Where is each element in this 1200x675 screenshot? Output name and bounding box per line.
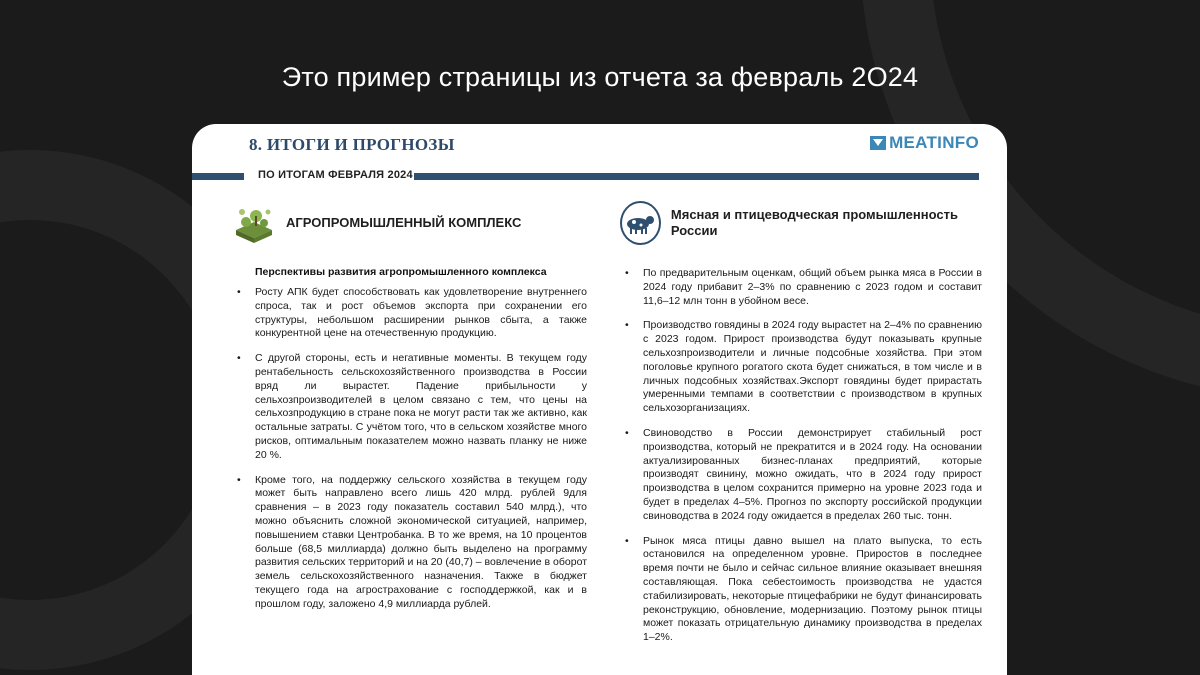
list-item xyxy=(620,267,982,308)
list-item xyxy=(232,286,587,341)
meat-title: Мясная и птицеводческая промышленность России xyxy=(670,207,958,238)
list-item xyxy=(620,319,982,416)
bullet-marker: • xyxy=(625,534,629,547)
list-item-text: По предварительным оценкам, общий объем рынка мяса в России в 2024 году прибавит 2–3% по сравнению с 2023 годом и составит 11,6–12 млн тонн в убойном весе. xyxy=(643,267,982,307)
period-bar xyxy=(192,169,1007,183)
livestock-icon xyxy=(620,201,661,245)
report-page xyxy=(192,124,1007,675)
agro-bullet-list xyxy=(232,286,587,612)
list-item xyxy=(232,352,587,462)
bullet-marker: • xyxy=(237,286,241,298)
list-item-text: Кроме того, на поддержку сельского хозяйства в текущем году может быть направлено всего лишь 420 млрд. рублей 9для сравнения – в 2023 году показатель составил 540 млрд.), что можно объяснить сложной экономической ситуацией, например, повышением ставки Центробанка. В то же время, на 10 процентов больше (68,5 миллиарда) должно быть выделено на программу развития сельских территорий и на 20 (40,7) – вовлечение в оборот земель сельскохозяйственного назначения. Также в бюджет текущего года на агрострахование с господдержкой, как и в прошлом году, заложено 4,9 миллиарда рублей. xyxy=(255,473,587,610)
section-title: 8. ИТОГИ И ПРОГНОЗЫ xyxy=(249,135,455,154)
bullet-marker: • xyxy=(237,473,241,486)
headline: Это пример страницы из отчета за февраль 2О24 xyxy=(281,62,919,92)
divider-left xyxy=(192,173,244,180)
meat-column xyxy=(620,200,982,656)
meat-header xyxy=(620,200,982,246)
list-item xyxy=(232,474,587,612)
list-item xyxy=(620,427,982,524)
period-label: ПО ИТОГАМ ФЕВРАЛЯ 2024 xyxy=(258,169,413,181)
brand-name: MEATINFO xyxy=(889,133,979,152)
bullet-marker: • xyxy=(625,426,629,439)
list-item-text: Рынок мяса птицы давно вышел на плато выпуска, то есть остановился на определенном уровне. Приростов в последнее время почти не было и сейчас сильное влияние оказывает внешняя составляющая. Пока себестоимость производства не удастся стабилизировать, некоторые птицефабрики не будут финансировать реконструкцию, обновление, модернизацию. Поэтому рынок птицы может показать отрицательную динамику производства в пределах 1–2%. xyxy=(643,534,982,644)
agro-subheading: Перспективы развития агропромышленного комплекса xyxy=(255,266,547,278)
bullet-marker: • xyxy=(237,352,241,365)
brand-logo xyxy=(870,133,979,153)
brand-icon xyxy=(870,136,886,150)
list-item xyxy=(620,535,982,645)
bullet-marker: • xyxy=(625,319,629,332)
agro-header xyxy=(232,200,587,246)
divider-right xyxy=(414,173,979,180)
list-item-text: Росту АПК будет способствовать как удовлетворение внутреннего спроса, так и рост объемов экспорта при сохранении его структуры, небольшом расширении рынков сбыта, а также конкурентной цене на отечественную продукцию. xyxy=(255,286,587,340)
list-item-text: Производство говядины в 2024 году вырастет на 2–4% по сравнению с 2023 годом. Прирост производства будут показывать крупные сельхозпроизводители и личные подсобные хозяйства. При этом поголовье крупного рогатого скота будет снижаться, в том числе и в личных подсобных хозяйствах.Экспорт говядины будет прирастать умеренными темпами в соответствии с производством в крупных сельхозорганизациях. xyxy=(643,319,982,415)
agriculture-icon xyxy=(232,202,276,244)
list-item-text: С другой стороны, есть и негативные моменты. В текущем году рентабельность сельскохозяйственного производства в России вряд ли вырастет. Падение прибыльности у сельхозпроизводителей в целом связано с тем, что цены на сельхозпродукцию в стране пока не могут расти так же активно, как остальные затраты. С учётом того, что в сельском хозяйстве много рисков, оптимальным показателем можно назвать планку не ниже 20 %. xyxy=(255,352,587,461)
agro-column xyxy=(232,200,587,623)
meat-bullet-list xyxy=(620,267,982,645)
agro-title: АГРОПРОМЫШЛЕННЫЙ КОМПЛЕКС xyxy=(286,215,522,230)
list-item-text: Свиноводство в России демонстрирует стабильный рост производства, который не прекратится и в 2024 году. На основании актуализированных бизнес-планах предприятий, которые производят свинину, можно ожидать, что в 2024 году прирост производства в целом сохранится примерно на уровне 2023 года и будет в пределах 4–5%. Прогноз по экспорту российской продукции свиноводства в 2024 году ожидается в пределах 260 тыс. тонн. xyxy=(643,426,982,522)
bullet-marker: • xyxy=(625,267,629,279)
